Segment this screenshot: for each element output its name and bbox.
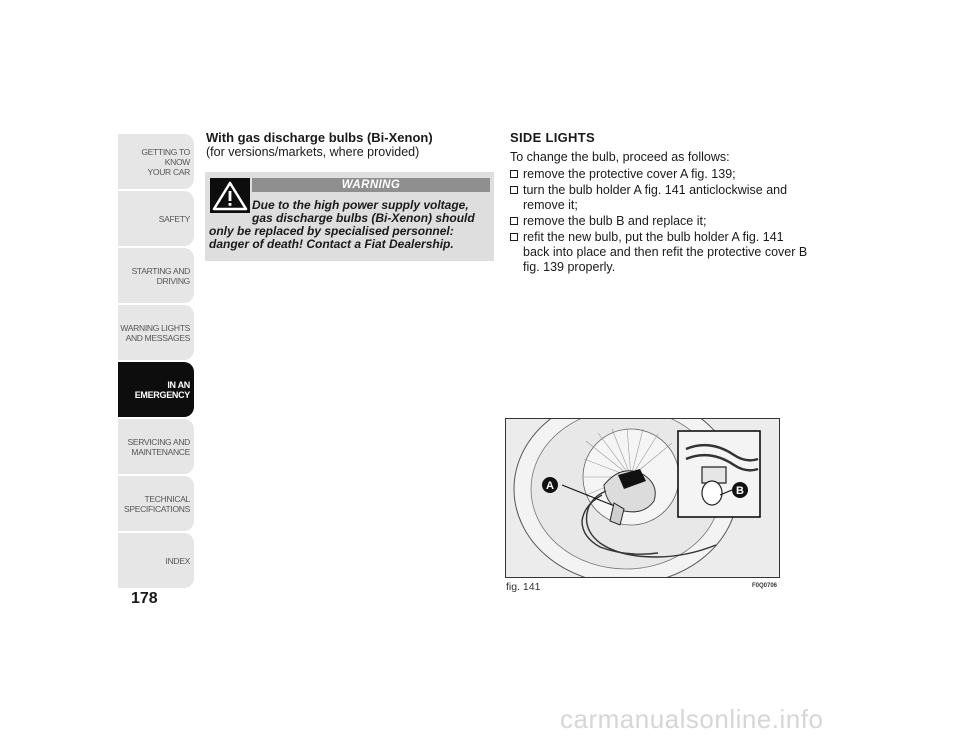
checkbox-bullet-icon: [510, 217, 518, 225]
right-column: [510, 130, 810, 276]
step-text: remove the protective cover A fig. 139;: [523, 167, 736, 181]
tab-safety[interactable]: SAFETY: [118, 191, 194, 246]
tab-index[interactable]: INDEX: [118, 533, 194, 588]
warning-line: only be replaced by specialised personnel:: [209, 224, 454, 238]
procedure-intro: To change the bulb, proceed as follows:: [510, 150, 730, 164]
tab-in-an-emergency[interactable]: IN AN EMERGENCY: [118, 362, 194, 417]
callout-label-a: A: [546, 480, 554, 492]
checkbox-bullet-icon: [510, 186, 518, 194]
warning-line: Due to the high power supply voltage,: [252, 198, 469, 212]
callout-label-b: B: [736, 485, 744, 497]
warning-text: [209, 199, 491, 251]
checkbox-bullet-icon: [510, 233, 518, 241]
tab-starting-and-driving[interactable]: STARTING AND DRIVING: [118, 248, 194, 303]
tab-servicing-and-maintenance[interactable]: SERVICING AND MAINTENANCE: [118, 419, 194, 474]
warning-title: WARNING: [252, 178, 490, 192]
chapter-tabs: [118, 134, 194, 590]
warning-line: danger of death! Contact a Fiat Dealership.: [209, 237, 454, 251]
figure-141: [505, 418, 780, 578]
page-number: 178: [131, 590, 158, 607]
watermark: carmanualsonline.info: [560, 704, 824, 734]
tab-getting-to-know-your-car[interactable]: GETTING TO KNOW YOUR CAR: [118, 134, 194, 189]
left-column: [206, 130, 496, 160]
step-text: remove the bulb B and replace it;: [523, 214, 707, 228]
section-heading: With gas discharge bulbs (Bi-Xenon): [206, 130, 433, 145]
list-item: [510, 167, 810, 182]
step-text: refit the new bulb, put the bulb holder A fig. 141 back into place and then refit the protective cover B fig. 139 properly.: [523, 230, 808, 274]
list-item: [510, 183, 810, 213]
tab-warning-lights-and-messages[interactable]: WARNING LIGHTS AND MESSAGES: [118, 305, 194, 360]
section-subheading: (for versions/markets, where provided): [206, 145, 420, 159]
headlamp-illustration: [506, 419, 779, 577]
list-item: [510, 214, 810, 229]
figure-code: F0Q0706: [752, 583, 778, 589]
list-item: [510, 230, 810, 275]
step-text: turn the bulb holder A fig. 141 anticlockwise and remove it;: [523, 183, 788, 212]
checkbox-bullet-icon: [510, 170, 518, 178]
warning-box: [205, 172, 494, 261]
tab-technical-specifications[interactable]: TECHNICAL SPECIFICATIONS: [118, 476, 194, 531]
warning-line: gas discharge bulbs (Bi-Xenon) should: [252, 211, 475, 225]
side-lights-heading: SIDE LIGHTS: [510, 130, 595, 145]
figure-caption: fig. 141: [506, 581, 541, 593]
